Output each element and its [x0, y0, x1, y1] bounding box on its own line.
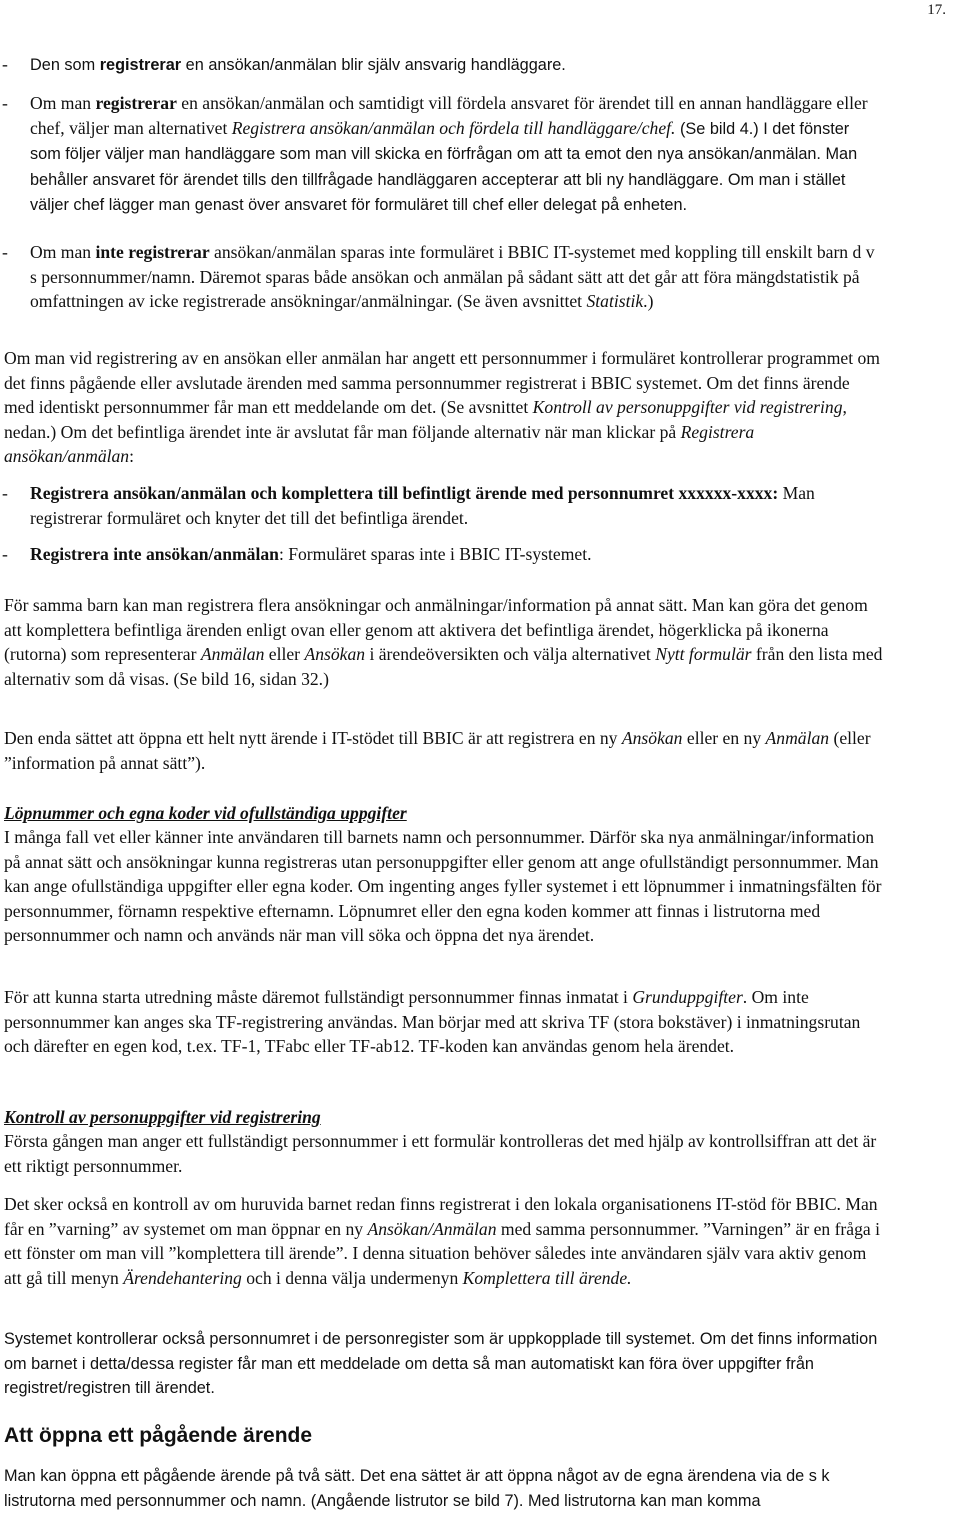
bullet-dash: -	[2, 242, 8, 262]
bullet-item: - Registrera inte ansökan/anmälan: Formuläret sparas inte i BBIC IT-systemet.	[30, 542, 880, 567]
paragraph: Första gången man anger ett fullständigt personnummer i ett formulär kontrolleras det med hjälp av kontrollsiffran att det är ett riktigt personnummer.	[4, 1131, 877, 1176]
paragraph: Man kan öppna ett pågående ärende på två sätt. Det ena sättet är att öppna något av de egna ärendena via de s k listrutorna med personnummer och namn. (Angående listrutor se bild 7). Med listrutorna kan man komma	[4, 1467, 830, 1510]
bullet-item: - Den som registrerar en ansökan/anmälan blir själv ansvarig handläggare.	[30, 52, 880, 78]
paragraph: Den enda sättet att öppna ett helt nytt ärende i IT-stödet till BBIC är att registrera en ny Ansökan eller en ny Anmälan (eller ”information på annat sätt”).	[4, 728, 871, 773]
paragraph: Om man vid registrering av en ansökan eller anmälan har angett ett personnummer i formuläret kontrollerar programmet om det finns pågående eller avslutade ärenden med samma personnummer registrerat i BBIC systemet. Om det finns ärende med identiskt personnummer får man ett meddelande om det. (Se avsnittet Kontroll av personuppgifter vid registrering, nedan.) Om det befintliga ärendet inte är avslutat får man följande alternativ när man klickar på Registrera ansökan/anmälan:	[4, 348, 880, 466]
paragraph: För att kunna starta utredning måste däremot fullständigt personnummer finnas inmatat i Grunduppgifter. Om inte personnummer kan anges ska TF-registrering användas. Man börjar med att skriva TF (stora bokstäver) i inmatningsrutan och därefter en egen kod, t.ex. TF-1, TFabc eller TF-ab12. TF-koden kan användas genom hela ärendet.	[4, 987, 861, 1056]
bullet-item: - Om man inte registrerar ansökan/anmälan sparas inte formuläret i BBIC IT-systemet med koppling till enskilt barn d v s personnummer/namn. Däremot sparas både ansökan och anmälan på sådant sätt att det går att föra mängdstatistik på omfattningen av icke registrerade ansökningar/anmälningar. (Se även avsnittet Statistik.)	[2, 242, 875, 311]
bullet-dash: -	[2, 93, 8, 113]
paragraph: För samma barn kan man registrera flera ansökningar och anmälningar/information på annat sätt. Man kan göra det genom att komplettera befintliga ärenden enligt ovan eller genom att aktivera det befintliga ärendet, högerklicka på ikonerna (rutorna) som representerar Anmälan eller Ansökan i ärendeöversikten och välja alternativet Nytt formulär från den lista med alternativ som då visas. (Se bild 16, sidan 32.)	[4, 595, 883, 689]
paragraph: Det sker också en kontroll av om huruvida barnet redan finns registrerat i den lokala organisationens IT-stöd för BBIC. Man får en ”varning” av systemet om man öppnar en ny Ansökan/Anmälan med samma personnummer. ”Varningen” är en fråga i ett fönster om man vill ”komplettera till ärende”. I denna situation behöver således inte användaren själv vara aktiv genom att gå till menyn Ärendehantering och i denna välja undermenyn Komplettera till ärende.	[4, 1194, 880, 1288]
bullet-dash: -	[2, 483, 8, 503]
bullet-dash: -	[2, 544, 8, 564]
section-heading: Kontroll av personuppgifter vid registrering	[4, 1107, 321, 1127]
page-number: 17.	[927, 2, 946, 18]
paragraph: I många fall vet eller känner inte användaren till barnets namn och personnummer. Därför ska nya anmälningar/information på annat sätt och ansökningar kunna registreras utan personuppgifter eller genom att ange ofullständigt personnummer. Man kan ange ofullständiga uppgifter eller egna koder. Om ingenting anges fyller systemet i ett löpnummer i inmatningsfälten för personnummer, förnamn respektive efternamn. Löpnumret eller den egna koden kommer att finnas i listrutorna med personnummer och namn och används när man vill söka och öppna det nya ärendet.	[4, 827, 882, 945]
bullet-item: - Registrera ansökan/anmälan och komplettera till befintligt ärende med personnumret xxxxxx-xxxx: Man registrerar formuläret och knyter det till det befintliga ärendet.	[2, 483, 815, 528]
paragraph: Systemet kontrollerar också personnumret i de personregister som är uppkopplade till systemet. Om det finns information om barnet i detta/dessa register får man ett meddelade om detta så man automatiskt kan föra över uppgifter från registret/registren till ärendet.	[4, 1330, 878, 1397]
section-heading: Att öppna ett pågående ärende	[4, 1424, 313, 1447]
bullet-item: - Om man registrerar en ansökan/anmälan och samtidigt vill fördela ansvaret för ärendet till en annan handläggare eller chef, väljer man alternativet Registrera ansökan/anmälan och fördela till handläggare/chef. (Se bild 4.) I det fönster som följer väljer man handläggare som man vill skicka en förfrågan om att ta emot den nya ansökan/anmälan. Man behåller ansvaret för ärendet tills den tillfrågade handläggaren accepterar att bli ny handläggare. Om man i stället väljer chef lägger man genast över ansvaret för formuläret till chef eller delegat på enheten.	[2, 93, 868, 214]
bullet-dash: -	[2, 54, 8, 74]
section-heading: Löpnummer och egna koder vid ofullständiga uppgifter	[4, 803, 407, 823]
